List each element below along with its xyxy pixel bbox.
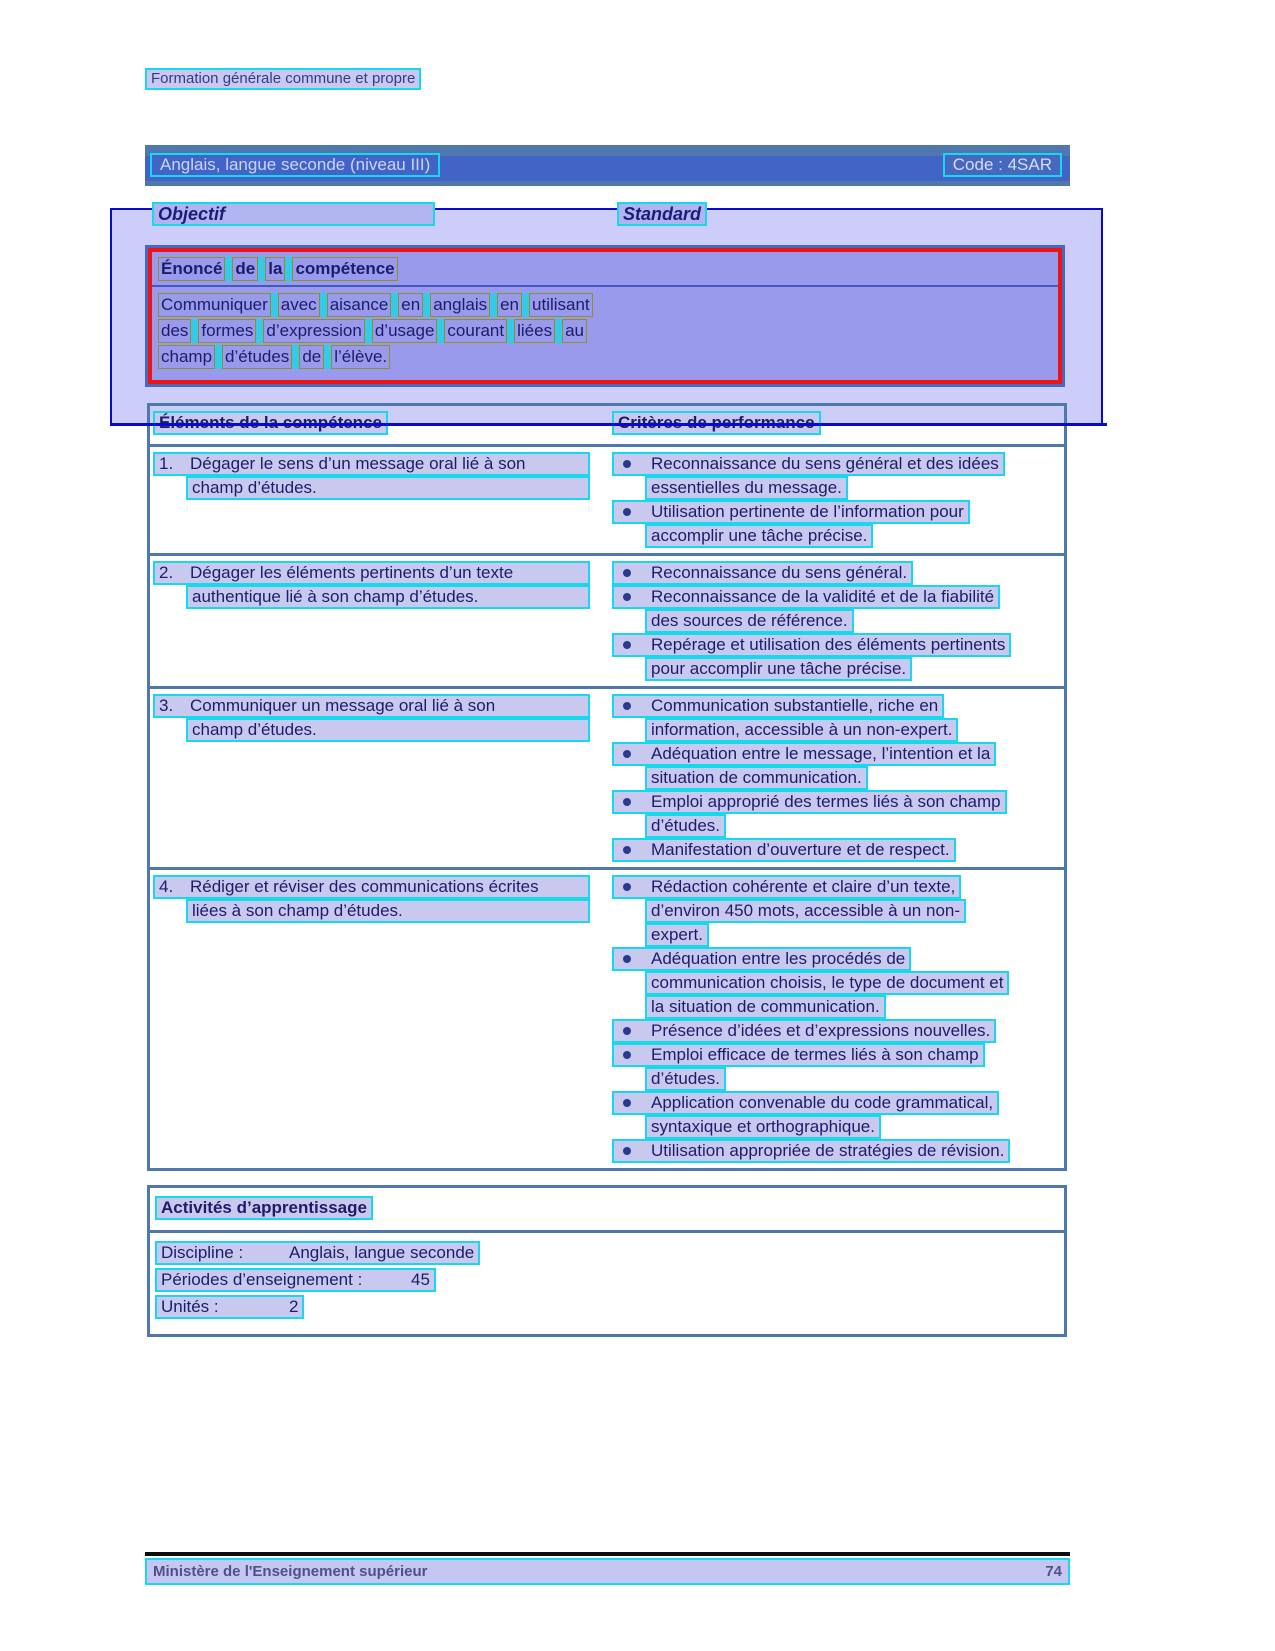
word-gap [555, 319, 562, 343]
criteria-line [612, 766, 1058, 790]
bullet-icon [623, 750, 631, 758]
word-highlight: courant [444, 319, 507, 343]
word-highlight: utilisant [529, 293, 593, 317]
element-line [153, 899, 590, 923]
criteria-line [612, 609, 1058, 633]
word-gap [191, 319, 198, 343]
criteria-line-highlight: pour accomplir une tâche précise. [645, 657, 912, 681]
criteria-line-highlight: d’études. [645, 1067, 726, 1091]
bullet-icon [623, 1147, 631, 1155]
element-cell [150, 694, 612, 862]
element-line-highlight: 1. Dégager le sens d’un message oral lié à son [153, 452, 590, 476]
word-gap [522, 293, 529, 317]
activity-line-highlight [155, 1295, 304, 1319]
criteria-line [612, 1139, 1058, 1163]
activity-label: Discipline : [161, 1243, 244, 1262]
criteria-line-highlight: accomplir une tâche précise. [645, 524, 873, 548]
criteria-cell [612, 694, 1064, 862]
criteria-line-highlight: Application convenable du code grammatical, [612, 1091, 999, 1115]
word-gap [507, 319, 514, 343]
criteria-line-highlight: Rédaction cohérente et claire d’un texte, [612, 875, 961, 899]
criteres-header-cell [612, 411, 1064, 444]
word-highlight: des [158, 319, 191, 343]
element-line [153, 476, 590, 500]
course-header-bar [145, 145, 1070, 186]
activity-line-highlight [155, 1268, 436, 1292]
overlay-bottom-border-line [110, 423, 1107, 426]
element-line-highlight: authentique lié à son champ d’études. [186, 585, 590, 609]
word-highlight: Énoncé [158, 257, 225, 281]
word-gap [215, 345, 222, 369]
criteria-line [612, 657, 1058, 681]
element-number: 3. [159, 696, 174, 715]
criteria-line [612, 742, 1058, 766]
word-highlight: de [299, 345, 324, 369]
competence-table [147, 403, 1067, 1171]
activity-value: Anglais, langue seconde [289, 1243, 475, 1262]
criteria-line [612, 561, 1058, 585]
doc-category-label-wrap [145, 68, 421, 90]
enonce-box [145, 245, 1065, 387]
criteria-line-highlight: essentielles du message. [645, 476, 848, 500]
criteria-line [612, 500, 1058, 524]
criteria-line-highlight: Utilisation appropriée de stratégies de révision. [612, 1139, 1010, 1163]
element-line-highlight: 3. Communiquer un message oral lié à son [153, 694, 590, 718]
element-line-highlight: champ d’études. [186, 476, 590, 500]
activities-title: Activités d’apprentissage [155, 1196, 373, 1220]
word-highlight: au [562, 319, 587, 343]
criteria-line [612, 633, 1058, 657]
word-highlight: l’élève. [331, 345, 390, 369]
element-line-highlight: 2. Dégager les éléments pertinents d’un texte [153, 561, 590, 585]
criteria-line [612, 875, 1058, 899]
activity-label: Unités : [161, 1297, 219, 1316]
activities-box [147, 1185, 1067, 1337]
enonce-title [152, 252, 1058, 287]
criteria-line-highlight: information, accessible à un non-expert. [645, 718, 958, 742]
element-line [153, 452, 590, 476]
competence-table-header [150, 406, 1064, 447]
enonce-red-frame [148, 248, 1062, 384]
element-number: 4. [159, 877, 174, 896]
criteria-line-highlight: Reconnaissance de la validité et de la fiabilité [612, 585, 1000, 609]
activity-line [155, 1268, 1059, 1295]
enonce-body-line [158, 293, 1052, 319]
word-gap [292, 345, 299, 369]
criteria-line [612, 1067, 1058, 1091]
criteria-line-highlight: Présence d’idées et d’expressions nouvelles. [612, 1019, 996, 1043]
standard-heading: Standard [617, 202, 707, 226]
criteria-line [612, 899, 1058, 923]
course-code: Code : 4SAR [943, 153, 1062, 177]
bullet-icon [623, 883, 631, 891]
element-line [153, 718, 590, 742]
criteria-line [612, 1115, 1058, 1139]
criteria-line [612, 814, 1058, 838]
word-gap [423, 293, 430, 317]
criteria-line [612, 947, 1058, 971]
criteria-line [612, 838, 1058, 862]
word-gap [225, 257, 232, 281]
bullet-icon [623, 593, 631, 601]
element-cell [150, 561, 612, 681]
activities-title-row [150, 1188, 1064, 1233]
bullet-icon [623, 460, 631, 468]
criteria-line [612, 971, 1058, 995]
element-number: 2. [159, 563, 174, 582]
criteria-line-highlight: Repérage et utilisation des éléments pertinents [612, 633, 1011, 657]
criteria-line-highlight: Utilisation pertinente de l’information pour [612, 500, 970, 524]
word-highlight: d’usage [372, 319, 438, 343]
criteria-line-highlight: Adéquation entre les procédés de [612, 947, 911, 971]
criteria-line-highlight: Reconnaissance du sens général. [612, 561, 913, 585]
criteria-line-highlight: Emploi efficace de termes liés à son champ [612, 1043, 985, 1067]
activity-label: Périodes d’enseignement : [161, 1270, 363, 1289]
word-highlight: anglais [430, 293, 490, 317]
criteria-line-highlight: la situation de communication. [645, 995, 886, 1019]
bullet-icon [623, 846, 631, 854]
word-highlight: d’études [222, 345, 292, 369]
bullet-icon [623, 798, 631, 806]
word-gap [324, 345, 331, 369]
criteria-line-highlight: Reconnaissance du sens général et des idées [612, 452, 1005, 476]
bullet-icon [623, 1027, 631, 1035]
criteria-line-highlight: Emploi approprié des termes liés à son champ [612, 790, 1007, 814]
element-line [153, 694, 590, 718]
element-line-highlight: 4. Rédiger et réviser des communications écrites [153, 875, 590, 899]
table-row [150, 447, 1064, 553]
criteria-line [612, 694, 1058, 718]
criteria-line-highlight: situation de communication. [645, 766, 868, 790]
criteria-line-highlight: communication choisis, le type de document et [645, 971, 1009, 995]
element-cell [150, 452, 612, 548]
element-number: 1. [159, 454, 174, 473]
competence-table-body [150, 447, 1064, 1168]
activity-line-highlight [155, 1241, 480, 1265]
bullet-icon [623, 702, 631, 710]
word-gap [271, 293, 278, 317]
bullet-icon [623, 955, 631, 963]
bullet-icon [623, 569, 631, 577]
word-gap [256, 319, 263, 343]
doc-category-label: Formation générale commune et propre [145, 68, 421, 90]
word-highlight: la [265, 257, 285, 281]
word-gap [490, 293, 497, 317]
criteria-line [612, 585, 1058, 609]
table-row [150, 553, 1064, 686]
objectif-standard-overlay [110, 204, 1103, 425]
element-line [153, 561, 590, 585]
activity-line [155, 1295, 1059, 1322]
word-highlight: aisance [327, 293, 392, 317]
word-gap [320, 293, 327, 317]
word-highlight: compétence [292, 257, 397, 281]
criteria-cell [612, 875, 1064, 1163]
bullet-icon [623, 1099, 631, 1107]
footer-rule [145, 1552, 1070, 1556]
bullet-icon [623, 641, 631, 649]
course-title: Anglais, langue seconde (niveau III) [150, 153, 440, 177]
word-highlight: formes [198, 319, 256, 343]
criteria-line-highlight: des sources de référence. [645, 609, 854, 633]
criteria-line [612, 923, 1058, 947]
criteria-line [612, 718, 1058, 742]
word-highlight: liées [514, 319, 555, 343]
enonce-body [152, 287, 1058, 380]
word-gap [437, 319, 444, 343]
criteria-line-highlight: Communication substantielle, riche en [612, 694, 944, 718]
element-line-highlight: liées à son champ d’études. [186, 899, 590, 923]
bullet-icon [623, 508, 631, 516]
criteria-line [612, 452, 1058, 476]
criteria-line [612, 1019, 1058, 1043]
word-gap [391, 293, 398, 317]
activity-value: 2 [289, 1297, 299, 1316]
criteria-line-highlight: Manifestation d’ouverture et de respect. [612, 838, 956, 862]
word-gap [258, 257, 265, 281]
footer-page-number: 74 [1045, 1563, 1062, 1580]
criteria-line-highlight: syntaxique et orthographique. [645, 1115, 881, 1139]
criteria-cell [612, 561, 1064, 681]
word-highlight: champ [158, 345, 215, 369]
word-highlight: Communiquer [158, 293, 271, 317]
criteria-line-highlight: Adéquation entre le message, l’intention et la [612, 742, 996, 766]
word-highlight: en [497, 293, 522, 317]
criteria-line-highlight: expert. [645, 923, 709, 947]
element-line [153, 875, 590, 899]
page-footer [145, 1558, 1070, 1585]
activity-value: 45 [411, 1270, 430, 1289]
element-cell [150, 875, 612, 1163]
objectif-heading: Objectif [152, 202, 435, 226]
element-line [153, 585, 590, 609]
criteria-cell [612, 452, 1064, 548]
element-line-highlight: champ d’études. [186, 718, 590, 742]
word-highlight: avec [278, 293, 320, 317]
criteria-line [612, 524, 1058, 548]
word-gap [365, 319, 372, 343]
footer-ministry-label: Ministère de l'Enseignement supérieur [153, 1563, 428, 1580]
enonce-body-line [158, 319, 1052, 345]
word-highlight: d’expression [263, 319, 364, 343]
enonce-body-line [158, 345, 1052, 371]
criteria-line [612, 995, 1058, 1019]
word-gap [285, 257, 292, 281]
criteria-line [612, 1091, 1058, 1115]
criteria-line [612, 1043, 1058, 1067]
criteria-line [612, 790, 1058, 814]
word-highlight: de [232, 257, 258, 281]
criteria-line-highlight: d’environ 450 mots, accessible à un non- [645, 899, 966, 923]
word-highlight: en [398, 293, 423, 317]
activity-line [155, 1241, 1059, 1268]
bullet-icon [623, 1051, 631, 1059]
activities-body [150, 1233, 1064, 1334]
table-row [150, 867, 1064, 1168]
elements-header-cell [153, 411, 612, 444]
criteria-line [612, 476, 1058, 500]
criteria-line-highlight: d’études. [645, 814, 726, 838]
table-row [150, 686, 1064, 867]
